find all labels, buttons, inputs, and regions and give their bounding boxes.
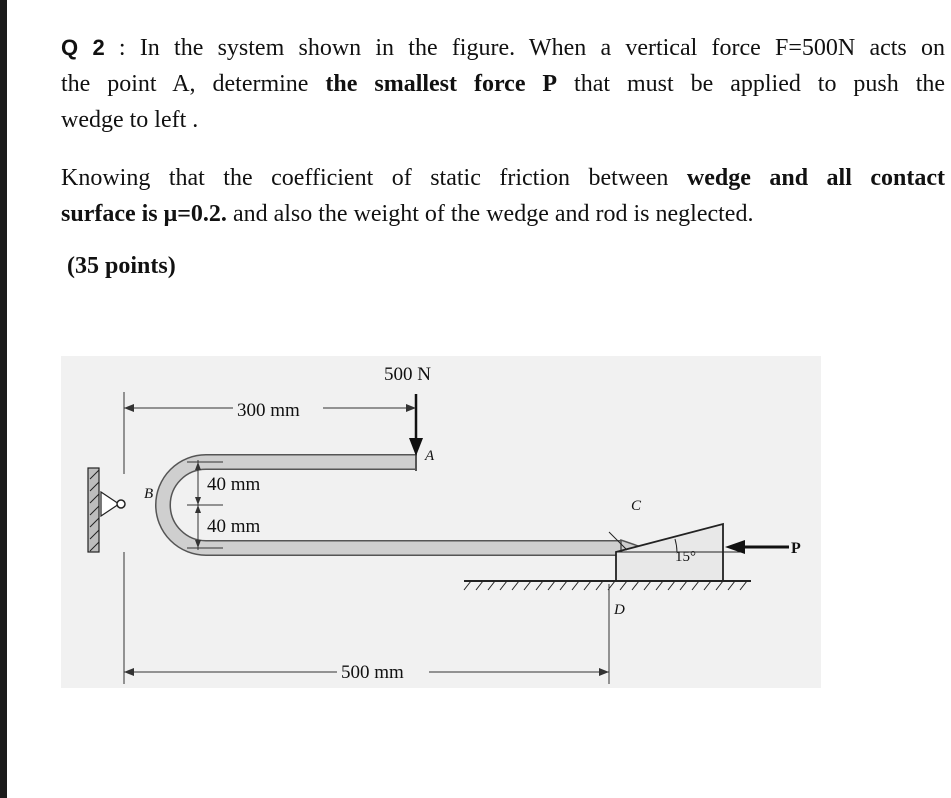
friction-line-1 xyxy=(61,160,945,196)
question-text-2c: that must be applied to push the xyxy=(574,71,946,97)
question-line-2 xyxy=(61,66,945,102)
force-p-label: P xyxy=(791,540,801,557)
question-label: Q 2 xyxy=(61,35,105,60)
dim-top-label: 300 mm xyxy=(237,400,300,421)
friction-text-2b: and also the weight of the wedge and rod is neglected. xyxy=(232,201,754,227)
point-c-label: C xyxy=(631,498,642,514)
point-b-label: B xyxy=(144,486,154,502)
friction-text-1a: Knowing that the coefficient of static friction between xyxy=(61,165,669,191)
points-label: (35 points) xyxy=(67,253,176,279)
left-border xyxy=(0,0,7,798)
question-emphasis-force: the smallest force P xyxy=(325,71,558,97)
question-line-3: wedge to left . xyxy=(61,107,199,133)
friction-emphasis-2: surface is μ=0.2. xyxy=(61,201,227,227)
point-d-label: D xyxy=(614,602,625,618)
point-a-label: A xyxy=(425,448,435,464)
question-text-1: : In the system shown in the figure. When a vertical force F=500N acts on xyxy=(118,35,945,61)
question-text-2a: the point A, determine xyxy=(61,71,309,97)
friction-emphasis-1: wedge and all contact xyxy=(686,165,946,191)
load-label: 500 N xyxy=(384,364,431,385)
question-line-1 xyxy=(61,30,945,66)
dim-gap-lower-label: 40 mm xyxy=(207,516,261,537)
wedge-figure xyxy=(61,356,821,688)
pin-b-icon xyxy=(117,500,125,508)
angle-label: 15° xyxy=(675,549,696,565)
question-paragraph xyxy=(61,30,945,138)
friction-paragraph xyxy=(61,160,945,232)
friction-line-2 xyxy=(61,196,945,232)
dim-bottom-label: 500 mm xyxy=(341,662,404,683)
dim-gap-upper-label: 40 mm xyxy=(207,474,261,495)
